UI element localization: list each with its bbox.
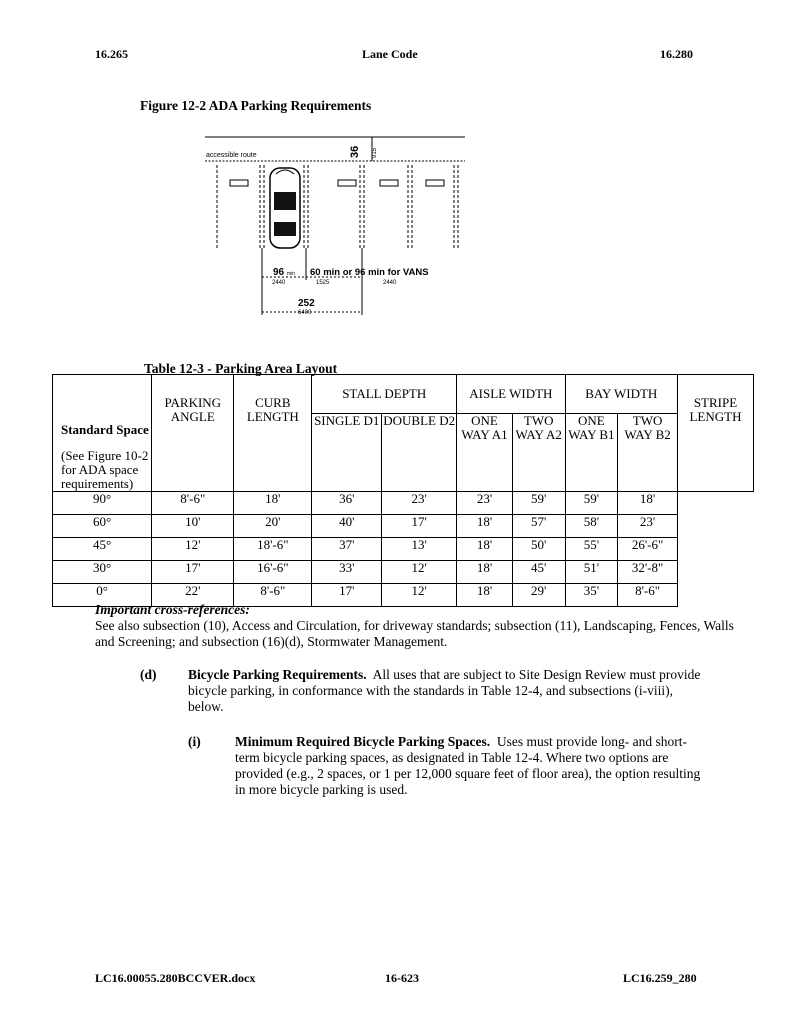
table-cell: 29' [512, 584, 565, 607]
header-stall-depth: STALL DEPTH [312, 375, 457, 414]
dim-96-label: 96 [273, 267, 285, 278]
table-cell: 22' [152, 584, 234, 607]
section-d-paragraph [188, 667, 708, 715]
header-stripe-length: STRIPE LENGTH [677, 375, 753, 492]
table-cell: 30° [53, 561, 152, 584]
dim-6400-label: 6400 [298, 310, 312, 316]
header-single-d1: SINGLE D1 [312, 414, 382, 492]
table-cell: 23' [618, 515, 678, 538]
table-cell: 50' [512, 538, 565, 561]
table-cell: 26'-6" [618, 538, 678, 561]
header-one-way-a1: ONE WAY A1 [457, 414, 513, 492]
table-cell: 10' [152, 515, 234, 538]
header-two-way-a2: TWO WAY A2 [512, 414, 565, 492]
table-cell: 17' [382, 515, 457, 538]
table-cell: 16'-6" [234, 561, 312, 584]
header-right: 16.280 [660, 47, 693, 61]
header-left: 16.265 [95, 47, 128, 61]
footer-right: LC16.259_280 [623, 971, 697, 985]
table-cell: 8'-6" [618, 584, 678, 607]
table-row [53, 492, 754, 515]
min-small-label: min [287, 271, 296, 277]
dim-915-label: 915 [372, 147, 378, 158]
section-i-paragraph [235, 734, 710, 798]
table-cell: 20' [234, 515, 312, 538]
figure-title: Figure 12-2 ADA Parking Requirements [140, 98, 372, 113]
table-cell: 18' [457, 515, 513, 538]
section-i-body: Uses must provide long- and short-term bicycle parking spaces, as designated in Table 12-4. Where two options are provided (e.g., 2 spaces, or 1 per 12,000 square feet of floor area), the option resulting in more bicycle parking is used. [235, 734, 701, 797]
header-bay-width: BAY WIDTH [565, 375, 677, 414]
dim-2440a-label: 2440 [272, 280, 286, 286]
table-cell: 58' [565, 515, 618, 538]
section-i-heading: Minimum Required Bicycle Parking Spaces. [235, 734, 491, 749]
table-cell: 12' [382, 561, 457, 584]
table-cell: 18' [457, 584, 513, 607]
table-cell: 23' [457, 492, 513, 515]
header-aisle-width: AISLE WIDTH [457, 375, 565, 414]
standard-space-label: Standard Space [61, 422, 149, 437]
cross-refs-title: Important cross-references: [95, 602, 250, 617]
table-cell: 18' [457, 561, 513, 584]
table-cell: 35' [565, 584, 618, 607]
table-cell: 0° [53, 584, 152, 607]
table-cell: 18' [618, 492, 678, 515]
table-row [53, 538, 754, 561]
footer-center: 16-623 [385, 971, 419, 985]
table-cell: 60° [53, 515, 152, 538]
table-cell: 32'-8" [618, 561, 678, 584]
table-cell: 36' [312, 492, 382, 515]
accessible-route-label: accessible route [206, 152, 257, 159]
table-cell: 57' [512, 515, 565, 538]
section-d-heading: Bicycle Parking Requirements. [188, 667, 367, 682]
header-double-d2: DOUBLE D2 [382, 414, 457, 492]
car-icon [270, 168, 300, 248]
table-cell: 40' [312, 515, 382, 538]
table-cell: 12' [152, 538, 234, 561]
table-cell: 33' [312, 561, 382, 584]
section-i-number: (i) [188, 734, 201, 749]
dim-252-label: 252 [298, 298, 315, 309]
header-center: Lane Code [362, 47, 418, 61]
table-cell: 8'-6" [234, 584, 312, 607]
table-cell: 8'-6" [152, 492, 234, 515]
table-cell: 12' [382, 584, 457, 607]
ada-parking-diagram [200, 130, 480, 325]
table-cell: 45' [512, 561, 565, 584]
dim-1525-label: 1525 [316, 280, 330, 286]
table-cell: 13' [382, 538, 457, 561]
dim-36-label: 36 [349, 145, 361, 158]
table-row [53, 561, 754, 584]
header-curb-length: CURB LENGTH [234, 375, 312, 492]
standard-space-note: (See Figure 10-2 for ADA space requirements) [61, 448, 149, 491]
header-one-way-b1: ONE WAY B1 [565, 414, 618, 492]
table-cell: 45° [53, 538, 152, 561]
table-row [53, 515, 754, 538]
dim-2440b-label: 2440 [383, 280, 397, 286]
dim-60-vans-label: 60 min or 96 min for VANS [310, 267, 429, 278]
header-parking-angle: PARKING ANGLE [152, 375, 234, 492]
footer-left: LC16.00055.280BCCVER.docx [95, 971, 256, 985]
table-cell: 18' [457, 538, 513, 561]
standard-space-cell [53, 375, 152, 492]
table-caption: Table 12-3 - Parking Area Layout [144, 361, 338, 376]
parking-layout-table [52, 374, 754, 607]
table-cell: 55' [565, 538, 618, 561]
table-cell: 17' [152, 561, 234, 584]
section-d-body: All uses that are subject to Site Design Review must provide bicycle parking, in conformance with the standards in Table 12-4, and subsections (i-viii), below. [188, 667, 701, 714]
table-cell: 37' [312, 538, 382, 561]
table-cell: 90° [53, 492, 152, 515]
table-cell: 51' [565, 561, 618, 584]
header-two-way-b2: TWO WAY B2 [618, 414, 678, 492]
table-cell: 23' [382, 492, 457, 515]
table-cell: 17' [312, 584, 382, 607]
section-d-number: (d) [140, 667, 157, 682]
table-cell: 18'-6" [234, 538, 312, 561]
cross-refs-body: See also subsection (10), Access and Circulation, for driveway standards; subsection (11), Landscaping, Fences, Walls and Screening; and subsection (16)(d), Stormwater Management. [95, 618, 734, 649]
table-cell: 18' [234, 492, 312, 515]
table-cell: 59' [512, 492, 565, 515]
table-cell: 59' [565, 492, 618, 515]
